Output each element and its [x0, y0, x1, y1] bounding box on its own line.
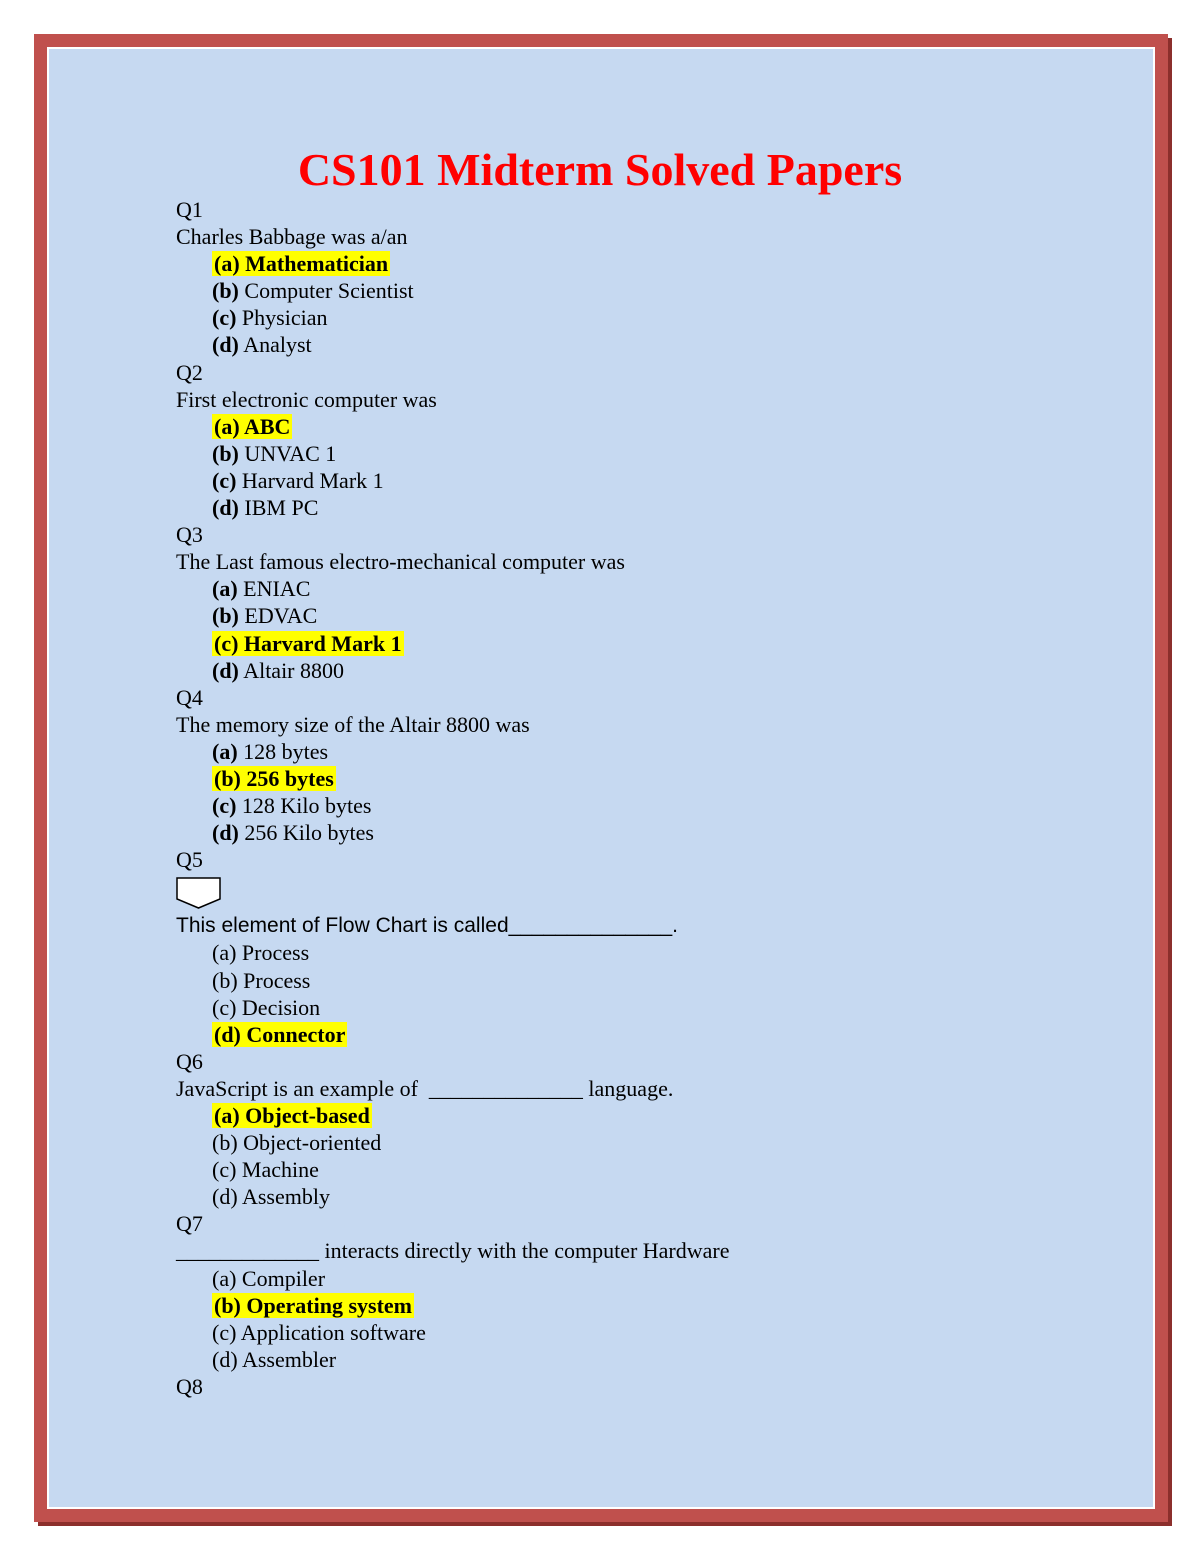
answer-option-correct: (b) 256 bytes	[214, 765, 334, 791]
answer-option: (c) 128 Kilo bytes	[212, 793, 372, 819]
question-text: This element of Flow Chart is called______________.	[176, 914, 678, 938]
question-text: The memory size of the Altair 8800 was	[176, 711, 530, 737]
answer-option-correct: (a) Object-based	[214, 1103, 370, 1128]
answer-option: (d) Altair 8800	[212, 657, 345, 683]
answer-option: (c) Harvard Mark 1	[212, 467, 384, 493]
question-number: Q6	[176, 1048, 203, 1074]
question-number: Q7	[176, 1211, 203, 1237]
question-number: Q1	[176, 197, 203, 222]
answer-option: (a) Compiler	[212, 1265, 326, 1291]
question-text: The Last famous electro-mechanical computer was	[176, 549, 625, 575]
answer-option: (d) IBM PC	[212, 495, 319, 521]
answer-option: (b) Process	[212, 967, 311, 993]
answer-option: (a) ENIAC	[212, 576, 311, 602]
answer-option: (b) Computer Scientist	[212, 278, 414, 304]
answer-option-correct: (a) ABC	[214, 413, 291, 439]
answer-option-correct: (a) Mathematician	[214, 251, 389, 277]
answer-option: (d) Assembler	[212, 1346, 337, 1372]
page-title: CS101 Midterm Solved Papers	[297, 144, 903, 195]
question-list	[176, 196, 1076, 1400]
offpage-connector-icon	[176, 877, 222, 909]
answer-option-correct: (d) Connector	[214, 1021, 346, 1047]
question-text: _____________ interacts directly with the computer Hardware	[176, 1238, 730, 1264]
answer-option-correct: (b) Operating system	[214, 1292, 412, 1318]
answer-option: (b) Object-oriented	[212, 1130, 382, 1156]
question-text: First electronic computer was	[176, 386, 437, 412]
question-text: Charles Babbage was a/an	[176, 224, 408, 250]
question-number: Q2	[176, 359, 203, 385]
answer-option: (a) Process	[212, 940, 310, 966]
answer-option: (a) 128 bytes	[212, 738, 329, 764]
question-number: Q3	[176, 522, 203, 548]
answer-option: (c) Application software	[212, 1319, 426, 1345]
question-number: Q4	[176, 684, 203, 710]
answer-option: (d) 256 Kilo bytes	[212, 820, 374, 846]
answer-option: (c) Machine	[212, 1157, 319, 1183]
answer-option: (b) UNVAC 1	[212, 440, 337, 466]
answer-option-correct: (c) Harvard Mark 1	[214, 630, 402, 656]
answer-option: (b) EDVAC	[212, 603, 318, 629]
flowchart-connector-figure	[176, 873, 1076, 912]
answer-option: (d) Analyst	[212, 332, 312, 358]
answer-option: (c) Decision	[212, 994, 321, 1020]
question-number: Q5	[176, 847, 203, 873]
answer-option: (d) Assembly	[212, 1184, 330, 1210]
question-text: JavaScript is an example of ______________ language.	[176, 1075, 674, 1101]
question-number: Q8	[176, 1373, 203, 1399]
answer-option: (c) Physician	[212, 305, 328, 331]
